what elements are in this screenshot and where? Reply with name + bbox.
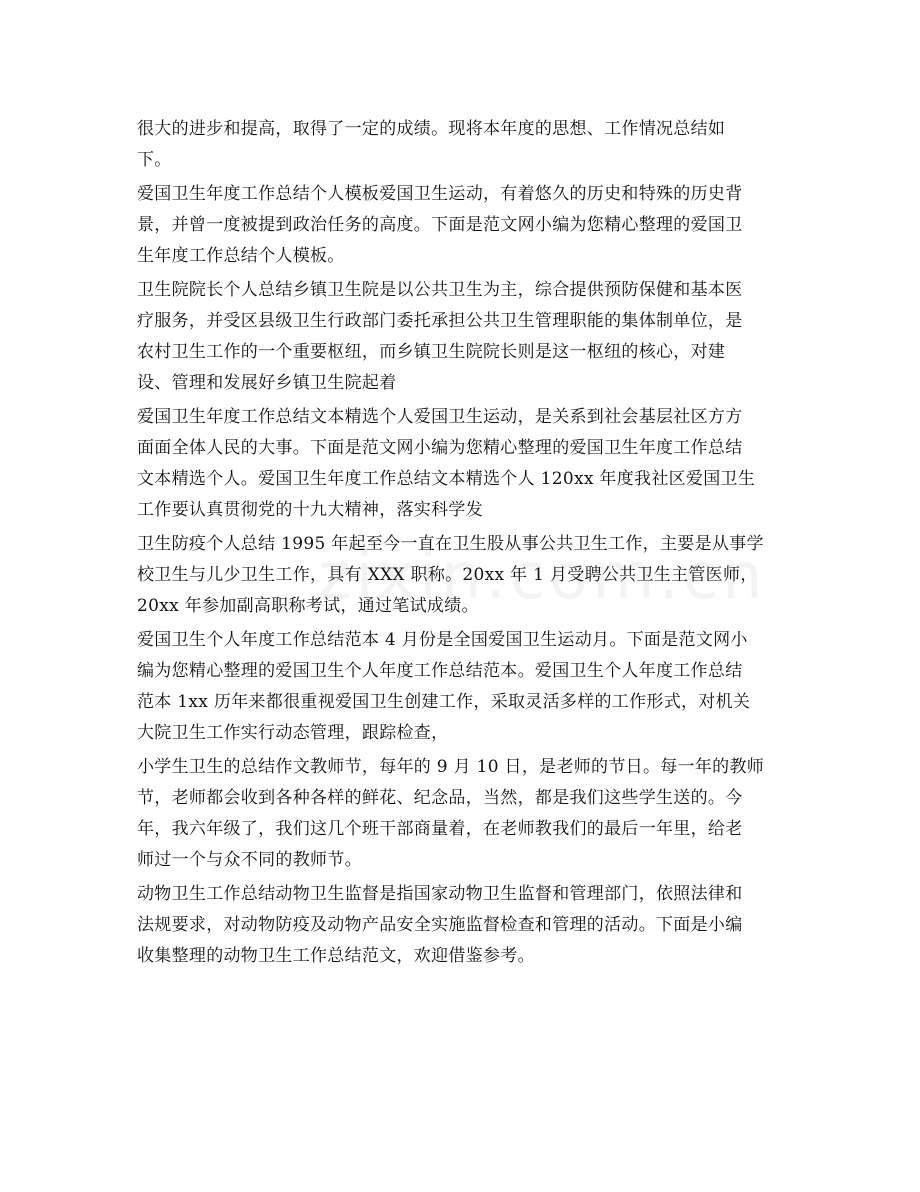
text-line: 收集整理的动物卫生工作总结范文，欢迎借鉴参考。 bbox=[137, 946, 535, 966]
text-line: 动物卫生工作总结动物卫生监督是指国家动物卫生监督和管理部门，依照法律和 bbox=[137, 884, 743, 904]
text-line: 小学生卫生的总结作文教师节，每年的 9 月 10 日，是老师的节日。每一年的教师 bbox=[137, 757, 765, 777]
text-line: 大院卫生工作实行动态管理，跟踪检查， bbox=[137, 723, 449, 743]
text-line: 年，我六年级了，我们这几个班干部商量着，在老师教我们的最后一年里，给老 bbox=[137, 819, 743, 839]
text-line: 师过一个与众不同的教师节。 bbox=[137, 850, 362, 870]
text-line: 爱国卫生个人年度工作总结范本 4 月份是全国爱国卫生运动月。下面是范文网小 bbox=[137, 630, 748, 650]
paragraph bbox=[137, 179, 787, 272]
text-line: 爱国卫生年度工作总结个人模板爱国卫生运动，有着悠久的历史和特殊的历史背 bbox=[137, 184, 743, 204]
text-line: 面面全体人民的大事。下面是范文网小编为您精心整理的爱国卫生年度工作总结 bbox=[137, 438, 743, 458]
text-line: 范本 1xx 历年来都很重视爱国卫生创建工作，采取灵活多样的工作形式，对机关 bbox=[137, 692, 751, 712]
text-line: 编为您精心整理的爱国卫生个人年度工作总结范本。爱国卫生个人年度工作总结 bbox=[137, 661, 743, 681]
paragraph bbox=[137, 529, 787, 622]
text-line: 文本精选个人。爱国卫生年度工作总结文本精选个人 120xx 年度我社区爱国卫生 bbox=[137, 469, 756, 489]
text-line: 设、管理和发展好乡镇卫生院起着 bbox=[137, 373, 397, 393]
paragraph bbox=[137, 752, 787, 876]
paragraph bbox=[137, 625, 787, 749]
text-line: 下。 bbox=[137, 150, 172, 170]
text-line: 生年度工作总结个人模板。 bbox=[137, 246, 345, 266]
text-line: 法规要求，对动物防疫及动物产品安全实施监督检查和管理的活动。下面是小编 bbox=[137, 915, 743, 935]
text-line: 很大的进步和提高，取得了一定的成绩。现将本年度的思想、工作情况总结如 bbox=[137, 119, 726, 139]
text-line: 卫生院院长个人总结乡镇卫生院是以公共卫生为主，综合提供预防保健和基本医 bbox=[137, 280, 743, 300]
text-line: 校卫生与儿少卫生工作，具有 XXX 职称。20xx 年 1 月受聘公共卫生主管医师， bbox=[137, 565, 758, 585]
text-line: 节，老师都会收到各种各样的鲜花、纪念品，当然，都是我们这些学生送的。今 bbox=[137, 788, 743, 808]
paragraph bbox=[137, 402, 787, 526]
text-line: 疗服务，并受区县级卫生行政部门委托承担公共卫生管理职能的集体制单位，是 bbox=[137, 311, 743, 331]
document-body bbox=[137, 114, 787, 975]
text-line: 爱国卫生年度工作总结文本精选个人爱国卫生运动，是关系到社会基层社区方方 bbox=[137, 407, 743, 427]
text-line: 景，并曾一度被提到政治任务的高度。下面是范文网小编为您精心整理的爱国卫 bbox=[137, 215, 743, 235]
text-line: 工作要认真贯彻党的十九大精神，落实科学发 bbox=[137, 500, 483, 520]
text-line: 20xx 年参加副高职称考试，通过笔试成绩。 bbox=[137, 596, 479, 616]
paragraph bbox=[137, 275, 787, 399]
text-line: 卫生防疫个人总结 1995 年起至今一直在卫生股从事公共卫生工作，主要是从事学 bbox=[137, 534, 764, 554]
paragraph bbox=[137, 114, 787, 176]
paragraph bbox=[137, 879, 787, 972]
text-line: 农村卫生工作的一个重要枢纽，而乡镇卫生院院长则是这一枢纽的核心，对建 bbox=[137, 342, 726, 362]
